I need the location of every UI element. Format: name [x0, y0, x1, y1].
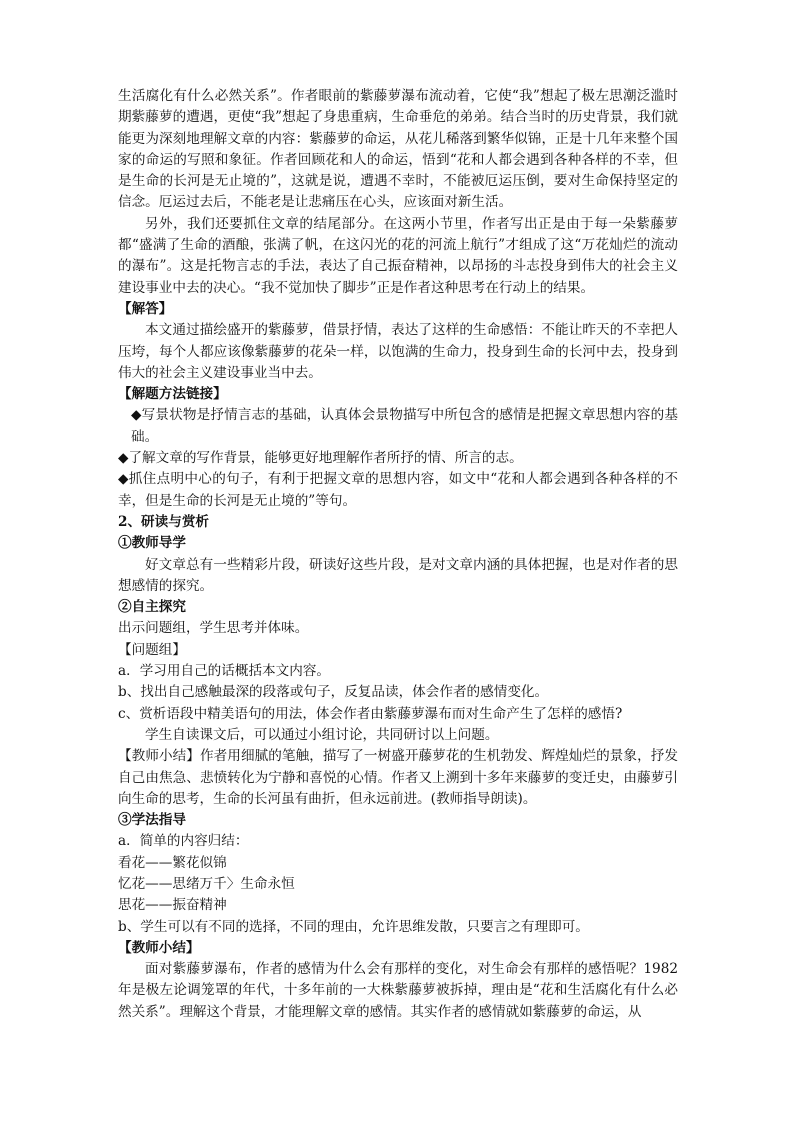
heading-question-group: 【问题组】	[118, 641, 186, 658]
paragraph-answer: 本文通过描绘盛开的紫藤萝，借景抒情，表达了这样的生命感悟：不能让昨天的不幸把人压垮，每个人都应该像紫藤萝的花朵一样，以饱满的生命力，投身到生命的长河中去，投身到伟大的社会主义建设事业当中去。	[118, 322, 678, 381]
paragraph-self-inquiry: 出示问题组，学生思考并体味。	[118, 620, 309, 637]
heading-self-inquiry: ②自主探究	[118, 599, 186, 616]
method-line-look: 看花——繁花似锦	[118, 854, 227, 871]
heading-teacher-summary-2: 【教师小结】	[118, 939, 200, 956]
document-page	[118, 86, 678, 1023]
heading-answer: 【解答】	[118, 300, 173, 317]
bullet-method-3: ◆抓住点明中心的句子，有利于把握文章的思想内容，如文中“花和人都会遇到各种各样的不幸，但是生命的长河是无止境的”等句。	[118, 471, 678, 509]
method-line-recall: 忆花——思绪万千〉生命永恒	[118, 875, 295, 892]
question-b: b、找出自己感触最深的段落或句子，反复品读，体会作者的感情变化。	[118, 684, 549, 701]
paragraph-background-analysis: 生活腐化有什么必然关系”。作者眼前的紫藤萝瀑布流动着，它使“我”想起了极左思潮泛滥时期紫藤萝的遭遇，更使“我”想起了身患重病，生命垂危的弟弟。结合当时的历史背景，我们就能更为深刻地理解文章的内容：紫藤萝的命运，从花儿稀落到繁华似锦，正是十几年来整个国家的命运的写照和象征。作者回顾花和人的命运，悟到“花和人都会遇到各种各样的不幸，但是生命的长河是无止境的”，这就是说，遭遇不幸时，不能被厄运压倒，要对生命保持坚定的信念。厄运过去后，不能老是让悲痛压在心头，应该面对新生活。	[118, 88, 678, 211]
question-a: a．学习用自己的话概括本文内容。	[118, 663, 331, 680]
question-c: c、赏析语段中精美语句的用法，体会作者由紫藤萝瀑布而对生命产生了怎样的感悟?	[118, 705, 623, 722]
paragraph-teacher-summary-2: 面对紫藤萝瀑布，作者的感情为什么会有那样的变化，对生命会有那样的感悟呢？1982年是极左论调笼罩的年代，十多年前的一大株紫藤萝被拆掉，理由是“花和生活腐化有什么必然关系”。理解这个背景，才能理解文章的感情。其实作者的感情就如紫藤萝的命运，从	[118, 961, 678, 1020]
paragraph-teacher-summary-1: 【教师小结】作者用细腻的笔触，描写了一树盛开藤萝花的生机勃发、辉煌灿烂的景象，抒发自己由焦急、悲愤转化为宁静和喜悦的心情。作者又上溯到十多年来藤萝的变迁史，由藤萝引向生命的思考，生命的长河虽有曲折，但永远前进。(教师指导朗读)。	[118, 748, 678, 807]
paragraph-self-reading: 学生自读课文后，可以通过小组讨论，共同研讨以上问题。	[145, 726, 499, 743]
method-b: b、学生可以有不同的选择，不同的理由，允许思维发散，只要言之有理即可。	[118, 918, 589, 935]
method-line-think: 思花——振奋精神	[118, 897, 227, 914]
bullet-method-2: ◆了解文章的写作背景，能够更好地理解作者所抒的情、所言的志。	[118, 450, 523, 467]
method-a: a．简单的内容归结：	[118, 833, 249, 850]
paragraph-teacher-guide: 好文章总有一些精彩片段，研读好这些片段，是对文章内涵的具体把握，也是对作者的思想感情的探究。	[118, 556, 678, 594]
heading-section-2: 2、研读与赏析	[118, 513, 210, 530]
paragraph-ending-analysis: 另外，我们还要抓住文章的结尾部分。在这两小节里，作者写出正是由于每一朵紫藤萝都“盛满了生命的酒酿，张满了帆，在这闪光的花的河流上航行”才组成了这“万花灿烂的流动的瀑布”。这是托物言志的手法，表达了自己振奋精神，以昂扬的斗志投身到伟大的社会主义建设事业中去的决心。“我不觉加快了脚步”正是作者这种思考在行动上的结果。	[118, 215, 678, 296]
heading-teacher-guide: ①教师导学	[118, 535, 186, 552]
heading-method-guide: ③学法指导	[118, 812, 186, 829]
heading-method-link: 【解题方法链接】	[118, 386, 227, 403]
bullet-method-1: ◆写景状物是抒情言志的基础，认真体会景物描写中所包含的感情是把握文章思想内容的基础。	[131, 407, 678, 445]
